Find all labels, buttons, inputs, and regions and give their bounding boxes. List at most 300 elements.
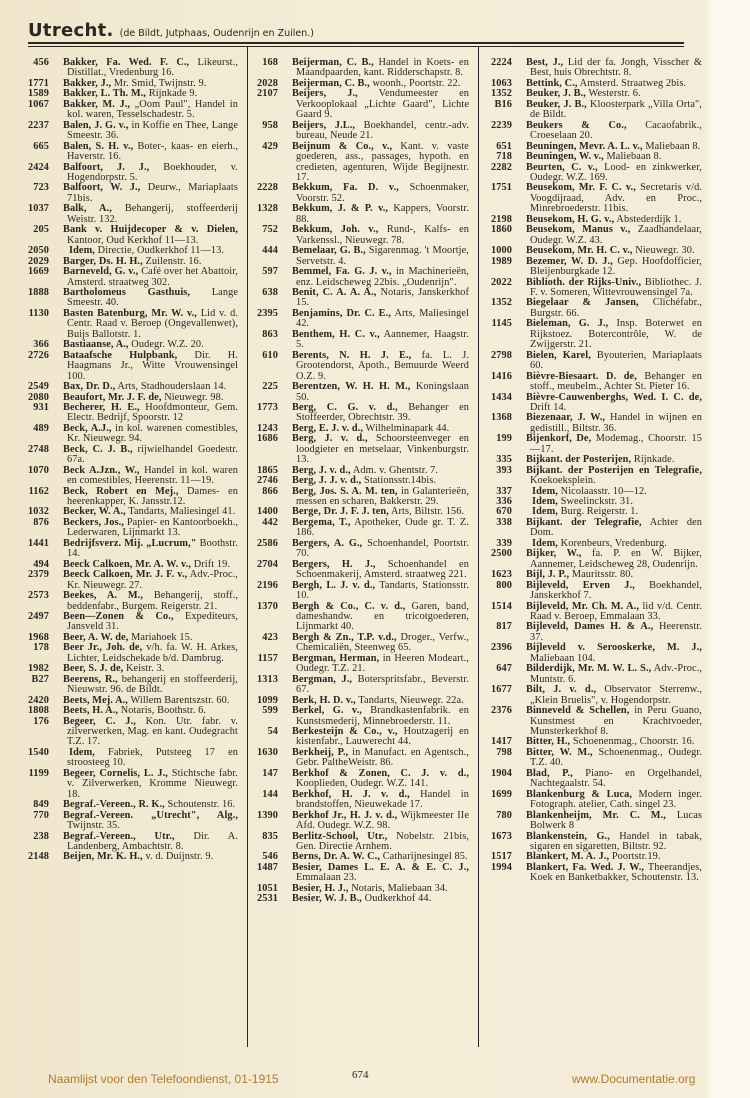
phone-number: 931 bbox=[33, 401, 49, 413]
directory-entry bbox=[491, 600, 702, 623]
phone-number: 1677 bbox=[491, 684, 512, 696]
subscriber-details: Dames- en heerenkapper, K. Jansstr.12. bbox=[67, 485, 238, 508]
directory-entry bbox=[262, 57, 469, 79]
directory-entry bbox=[491, 57, 702, 79]
subscriber-details: Clichéfabr., Burgstr. 66. bbox=[530, 297, 702, 319]
subscriber-name: Berg, E. J. v. d., bbox=[292, 422, 364, 434]
subscriber-name: Blankert, Fa. Wed. J. W., bbox=[526, 861, 645, 873]
subscriber-name: Balk, A., bbox=[63, 203, 112, 215]
subscriber-name: Beekes, A. M., bbox=[63, 590, 143, 602]
subscriber-name: Besier, H. J., bbox=[292, 882, 349, 894]
phone-number: 336 bbox=[496, 496, 512, 508]
phone-number: 2746 bbox=[257, 475, 278, 487]
subscriber-name: Berkheij, P., bbox=[292, 746, 349, 758]
phone-number: B16 bbox=[494, 98, 512, 110]
directory-entry bbox=[262, 631, 469, 654]
subscriber-details: Secretaris v/d. Voogdijraad, Adv. en Proc., Minrebroederstr. 11bis. bbox=[530, 182, 702, 215]
directory-entry bbox=[496, 663, 702, 685]
subscriber-details: Likeurst., Distillat., Vredenburg 16. bbox=[67, 57, 238, 79]
phone-number: 1067 bbox=[28, 98, 49, 110]
subscriber-name: Bezemer, W. D. J., bbox=[526, 255, 613, 267]
phone-number: 225 bbox=[262, 381, 278, 393]
directory-entry bbox=[28, 307, 238, 340]
subscriber-details: Arts, Biltstr. 156. bbox=[390, 506, 465, 518]
subscriber-details: Garen, band, dameshandw. en tricotgoederen, Lijnmarkt 40. bbox=[296, 600, 469, 633]
subscriber-details: Modern inger. Fotograph. atelier, Cath. singel 23. bbox=[530, 788, 702, 811]
phone-number: 1773 bbox=[257, 401, 278, 413]
subscriber-details: Drift 14. bbox=[530, 401, 567, 413]
phone-number: 1623 bbox=[491, 569, 512, 581]
directory-entry bbox=[33, 401, 238, 424]
directory-entry bbox=[262, 245, 469, 267]
subscriber-name: Idem, bbox=[69, 245, 95, 257]
subscriber-name: Beer, A. W. de, bbox=[63, 631, 129, 643]
phone-number: 494 bbox=[33, 558, 49, 570]
subscriber-details: Schoenhandel, Poortstr. 70. bbox=[296, 537, 469, 560]
directory-entry bbox=[31, 673, 238, 696]
phone-number: 1968 bbox=[28, 631, 49, 643]
phone-number: 2022 bbox=[491, 276, 512, 288]
directory-entry bbox=[33, 830, 238, 853]
directory-entry bbox=[28, 611, 238, 633]
directory-entry bbox=[262, 328, 469, 351]
subscriber-details: Hoofdmonteur, Gem. Electr. Bedrijf, Spoorstr. 12 bbox=[67, 401, 238, 424]
phone-number: 1487 bbox=[257, 861, 278, 873]
phone-number: 1808 bbox=[28, 705, 49, 717]
phone-number: 817 bbox=[496, 621, 512, 633]
directory-entry bbox=[257, 579, 469, 602]
directory-entry bbox=[491, 161, 702, 184]
directory-entry bbox=[496, 809, 702, 832]
phone-number: 1368 bbox=[491, 412, 512, 424]
subscriber-details: Stationsstr.14bis. bbox=[364, 475, 437, 487]
directory-entry bbox=[28, 443, 238, 466]
directory-entry bbox=[496, 746, 703, 769]
subscriber-name: Berg, C. G. v. d., bbox=[292, 401, 398, 413]
directory-entry bbox=[491, 224, 702, 246]
subscriber-name: Beijerman, C. B., bbox=[292, 57, 374, 68]
directory-entry bbox=[257, 307, 469, 330]
phone-number: 2028 bbox=[257, 77, 278, 89]
phone-number: 670 bbox=[496, 506, 512, 518]
subscriber-name: Begraf.-Vereen. „Utrecht", Alg., bbox=[63, 809, 238, 821]
subscriber-details: Koekoeksplein. bbox=[530, 475, 596, 487]
subscriber-details: Wijkmeester IIe Afd. Oudegr. W.Z. 98. bbox=[296, 809, 469, 832]
subscriber-name: Becker, W. A., bbox=[63, 506, 126, 518]
subscriber-name: Berg, Jos. S. A. M. ten, bbox=[292, 485, 398, 497]
phone-number: 1540 bbox=[28, 746, 49, 758]
subscriber-name: Beeck Calkoen, Mr. A. W. v., bbox=[63, 558, 191, 570]
phone-number: 1352 bbox=[491, 297, 512, 309]
subscriber-name: Bataafsche Hulpbank, bbox=[63, 349, 178, 361]
phone-number: 1434 bbox=[491, 391, 512, 403]
phone-number: 238 bbox=[33, 830, 49, 842]
subscriber-name: Beusekom, Mr. H. C. v., bbox=[526, 245, 633, 257]
source-caption: Naamlijst voor den Telefoondienst, 01-1915 bbox=[48, 1072, 279, 1086]
phone-number: 199 bbox=[496, 433, 512, 445]
subscriber-name: Bièvre-Cauwenberghs, Wed. I. C. de, bbox=[526, 391, 702, 403]
subscriber-name: Bergers, H. J., bbox=[292, 558, 376, 570]
subscriber-name: Beijers, J., bbox=[292, 88, 358, 100]
phone-number: 2198 bbox=[491, 213, 512, 225]
subscriber-details: Lucas Bolwerk 8 bbox=[530, 809, 702, 832]
header-subtitle: (de Bildt, Jutphaas, Oudenrijn en Zuilen.) bbox=[119, 28, 314, 39]
phone-number: 597 bbox=[262, 266, 278, 278]
phone-number: 366 bbox=[33, 339, 49, 351]
subscriber-details: Piano- en Orgelhandel, Nachtegaalstr. 54. bbox=[530, 767, 702, 790]
subscriber-name: Berentzen, W. H. H. M., bbox=[292, 381, 411, 393]
directory-entry bbox=[33, 182, 239, 204]
directory-entry bbox=[28, 203, 238, 225]
subscriber-name: Beurten, C. v., bbox=[526, 161, 598, 173]
directory-entry bbox=[491, 318, 702, 351]
directory-entry bbox=[267, 726, 470, 748]
phone-number: 718 bbox=[496, 151, 512, 163]
directory-entry bbox=[262, 830, 469, 853]
subscriber-details: Notaris, Boothstr. 6. bbox=[120, 705, 207, 717]
subscriber-details: Observator Sterrenw., „Klein Bruelis", v. Hogendorpstr. bbox=[530, 684, 702, 706]
phone-number: 2500 bbox=[491, 548, 512, 560]
directory-entry bbox=[33, 516, 238, 539]
directory-entry bbox=[28, 161, 238, 184]
directory-entry bbox=[496, 433, 702, 455]
subscriber-details: Maliebaan 8. bbox=[645, 140, 701, 152]
phone-number: 1037 bbox=[28, 203, 49, 215]
directory-entry bbox=[257, 809, 469, 832]
subscriber-name: Beer Jr., Joh. de, bbox=[63, 642, 143, 654]
phone-number: 1416 bbox=[491, 370, 512, 382]
directory-entry bbox=[494, 98, 702, 121]
subscriber-details: Drift 19. bbox=[193, 558, 231, 570]
subscriber-name: Barneveld, G. v., bbox=[63, 266, 139, 278]
subscriber-name: Bergema, T., bbox=[292, 516, 351, 528]
phone-number: 489 bbox=[33, 422, 49, 434]
subscriber-name: Beaufort, Mr. J. F. de, bbox=[63, 391, 162, 403]
subscriber-details: Tandarts, Stationsstr. 10. bbox=[296, 579, 469, 602]
directory-entry bbox=[257, 746, 469, 769]
subscriber-name: Biblioth. der Rijks-Univ., bbox=[526, 276, 642, 288]
phone-number: 2029 bbox=[28, 255, 49, 267]
phone-number: 205 bbox=[33, 224, 49, 236]
phone-number: 1888 bbox=[28, 286, 49, 298]
directory-entry bbox=[496, 621, 702, 643]
subscriber-details: Nobelstr. 21bis, Gen. Directie Arnhem. bbox=[296, 830, 469, 852]
subscriber-details: Schoenenmag., Choorstr. 16. bbox=[572, 736, 695, 748]
subscriber-details: v/h. fa. W. H. Arkes, Lichter, Leidschekade b/d. Dambrug. bbox=[67, 642, 238, 664]
subscriber-details: Twijnstr. 35. bbox=[67, 820, 120, 832]
subscriber-name: Beuningen, Mevr. A. L. v., bbox=[526, 140, 643, 152]
phone-number: 168 bbox=[262, 57, 278, 68]
phone-number: 1162 bbox=[28, 485, 49, 497]
header-rule-thin bbox=[28, 46, 684, 47]
subscriber-details: Mr. Smid, Twijnstr. 9. bbox=[113, 77, 207, 89]
phone-number: 2798 bbox=[491, 349, 512, 361]
subscriber-details: Handel in kol. waren en comestibles, Heerenstr. 11—19. bbox=[67, 464, 238, 487]
subscriber-details: Dir. A. Landenberg, Ambachtstr. 8. bbox=[67, 830, 238, 852]
subscriber-name: Bitter, H., bbox=[526, 736, 571, 748]
subscriber-details: Amsterd. Straatweg 2bis. bbox=[579, 77, 687, 89]
subscriber-details: Adv.-Proc., Kr. Nieuwegr. 27. bbox=[67, 569, 238, 591]
subscriber-name: Bergman, Herman, bbox=[292, 652, 380, 664]
directory-entry bbox=[262, 788, 469, 811]
phone-number: 2420 bbox=[28, 694, 49, 706]
phone-number: 2282 bbox=[491, 161, 512, 173]
subscriber-details: Achter den Dom. bbox=[530, 516, 703, 539]
subscriber-name: Basten Batenburg, Mr. W. v., bbox=[63, 307, 197, 319]
phone-number: 2080 bbox=[28, 391, 49, 403]
phone-number: 444 bbox=[262, 245, 278, 257]
phone-number: 456 bbox=[33, 57, 49, 68]
subscriber-name: Beets, Mej. A., bbox=[63, 694, 128, 706]
subscriber-name: Bijleveld, Erven J., bbox=[526, 579, 635, 591]
subscriber-details: Gep. Hoofdofficier, Bleijenburgkade 12. bbox=[530, 255, 702, 278]
subscriber-details: Boekhandel, centr.-adv. bureau, Neude 21. bbox=[296, 119, 469, 142]
subscriber-details: v. d. Duijnstr. 9. bbox=[145, 851, 214, 863]
phone-number: 835 bbox=[262, 830, 278, 842]
subscriber-name: Binneveld & Schellen, bbox=[526, 705, 630, 717]
subscriber-details: Nicolaasstr. 10—12. bbox=[560, 485, 647, 497]
subscriber-name: Idem, bbox=[532, 485, 558, 497]
phone-number: 335 bbox=[496, 454, 512, 466]
phone-number: 1352 bbox=[491, 88, 512, 100]
subscriber-details: Kantoor, Oud Kerkhof 11—13. bbox=[67, 234, 199, 246]
directory-entry bbox=[491, 788, 702, 811]
subscriber-details: Korenbeurs, Vredenburg. bbox=[560, 537, 667, 549]
subscriber-details: Boekhouder, v. Hogendorpstr. 5. bbox=[67, 161, 238, 183]
subscriber-name: Berg, J. J. v. d., bbox=[292, 475, 362, 487]
subscriber-details: Modemag., Choorstr. 15—17. bbox=[530, 433, 702, 455]
subscriber-name: Bergh, L. J. v. d., bbox=[292, 579, 376, 591]
subscriber-name: Beck, C. J. B., bbox=[63, 443, 133, 455]
phone-number: 1390 bbox=[257, 809, 278, 821]
subscriber-name: Beijerman, C. B., bbox=[292, 77, 370, 89]
subscriber-name: Bakker, M. J., bbox=[63, 98, 131, 110]
subscriber-details: Lid der fa. Jongh, Visscher & Best, huis Obrechtstr. 8. bbox=[530, 57, 702, 79]
subscriber-name: Biegelaar & Jansen, bbox=[526, 297, 639, 309]
subscriber-details: Lood- en zinkwerker, Oudegr. W.Z. 169. bbox=[530, 161, 702, 183]
subscriber-details: Mauritsstr. 80. bbox=[571, 569, 634, 581]
subscriber-details: Nieuwegr. 98. bbox=[164, 391, 224, 403]
subscriber-name: Idem, bbox=[69, 746, 95, 758]
directory-entry bbox=[491, 684, 702, 706]
subscriber-details: Droger., Verfw., Chemicaliën, Steenweg 65. bbox=[296, 631, 469, 654]
directory-entry bbox=[496, 464, 702, 487]
subscriber-name: Berkhof, H. J. v. d., bbox=[292, 788, 410, 800]
subscriber-name: Begraf.-Vereen., R. K., bbox=[63, 799, 165, 811]
subscriber-details: Handel in tabak, sigaren en sigaretten, Biltstr. 92. bbox=[530, 830, 702, 852]
subscriber-name: Bijleveld, Dames H. & A., bbox=[526, 621, 654, 633]
phone-number: 1989 bbox=[491, 255, 512, 267]
subscriber-details: Kappers, Voorstr. 88. bbox=[296, 203, 469, 225]
subscriber-name: Idem, bbox=[532, 537, 558, 549]
directory-entry bbox=[491, 276, 702, 299]
subscriber-details: Heerenstr. 37. bbox=[530, 621, 702, 643]
phone-number: 1441 bbox=[28, 537, 49, 549]
page-number: 674 bbox=[352, 1069, 369, 1081]
directory-entry bbox=[491, 370, 702, 393]
subscriber-name: Bièvre-Biesaart. D. de, bbox=[526, 370, 637, 382]
subscriber-details: Schoutenstr. 16. bbox=[167, 799, 236, 811]
subscriber-details: Arts, Maliesingel 42. bbox=[296, 307, 469, 330]
phone-number: 800 bbox=[496, 579, 512, 591]
subscriber-name: Bakker, Fa. Wed. F. C., bbox=[63, 57, 190, 68]
subscriber-name: Bielen, Karel, bbox=[526, 349, 591, 361]
directory-entry bbox=[257, 558, 469, 581]
subscriber-details: Behangerij, stoff., beddenfabr., Burgem. Reigerstr. 21. bbox=[67, 590, 238, 612]
subscriber-name: Beijnum & Co., v., bbox=[292, 140, 393, 152]
subscriber-name: Berkesteijn & Co., v., bbox=[292, 726, 398, 737]
subscriber-details: in Koffie en Thee, Lange Smeestr. 36. bbox=[67, 119, 239, 142]
directory-entry bbox=[257, 673, 469, 696]
subscriber-details: Abstederdijk 1. bbox=[616, 213, 682, 225]
directory-entry bbox=[257, 433, 469, 466]
subscriber-details: Oudegr. W.Z. 20. bbox=[131, 339, 204, 351]
directory-entry bbox=[33, 422, 238, 445]
subscriber-details: Zaadhandelaar, Oudegr. W.Z. 43. bbox=[530, 224, 702, 246]
directory-entry bbox=[491, 297, 702, 319]
phone-number: 2396 bbox=[491, 642, 512, 654]
phone-number: 1669 bbox=[28, 266, 49, 278]
phone-number: 337 bbox=[496, 485, 512, 497]
directory-entry bbox=[28, 266, 238, 288]
subscriber-name: Begeer, Cornelis, L. J., bbox=[63, 767, 168, 779]
page-header bbox=[28, 20, 314, 41]
phone-number: 752 bbox=[262, 224, 278, 236]
phone-number: 1751 bbox=[491, 182, 512, 194]
subscriber-name: Berg, J. v. d., bbox=[292, 464, 351, 476]
subscriber-details: Kloosterpark „Villa Orta", de Bildt. bbox=[530, 98, 702, 121]
phone-number: 2376 bbox=[491, 705, 512, 717]
directory-entry bbox=[491, 119, 702, 142]
subscriber-details: Handel in brandstoffen, Nieuwekade 17. bbox=[296, 788, 469, 811]
subscriber-details: Byouterien, Mariaplaats 60. bbox=[530, 349, 702, 372]
subscriber-name: Balfoort, W. J., bbox=[63, 182, 141, 194]
subscriber-details: in Peru Guano, Kunstmest en Krachtvoeder, Munsterkerkhof 8. bbox=[530, 705, 702, 737]
directory-entry bbox=[262, 266, 469, 288]
subscriber-details: Dir. H. Haagmans Jr., Witte Vrouwensingel 100. bbox=[67, 349, 238, 382]
directory-entry bbox=[33, 642, 238, 664]
directory-entry bbox=[491, 412, 702, 434]
subscriber-name: Beck, A.J., bbox=[63, 422, 112, 434]
subscriber-details: Aannemer, Haagstr. 5. bbox=[296, 328, 469, 351]
phone-number: 610 bbox=[262, 349, 278, 361]
phone-number: 1994 bbox=[491, 861, 512, 873]
subscriber-name: Bergers, A. G., bbox=[292, 537, 363, 549]
directory-entry bbox=[33, 140, 239, 163]
subscriber-details: behangerij en stoffeerderij, Nieuwstr. 96. de Bildt. bbox=[67, 673, 238, 696]
directory-entry bbox=[491, 861, 702, 884]
phone-number: 1032 bbox=[28, 506, 49, 518]
subscriber-details: Houtzagerij en kistenfabr., Lauwerecht 44. bbox=[296, 726, 470, 748]
subscriber-name: Bijkant. der Telegrafie, bbox=[526, 516, 642, 528]
phone-number: 1400 bbox=[257, 506, 278, 518]
phone-number: 958 bbox=[262, 119, 278, 131]
subscriber-name: Beijers, J.L., bbox=[292, 119, 356, 131]
subscriber-name: Bergh & Zn., T.P. v.d., bbox=[292, 631, 397, 643]
phone-number: 638 bbox=[262, 286, 278, 298]
phone-number: 144 bbox=[262, 788, 278, 800]
directory-entry bbox=[262, 119, 469, 142]
phone-number: 2148 bbox=[28, 851, 49, 863]
subscriber-details: Boekhandel, Janskerkhof 7. bbox=[530, 579, 702, 602]
subscriber-name: Biezenaar, J. W., bbox=[526, 412, 606, 424]
subscriber-details: Theerandjes, Koek en Banketbakker, Schoutenstr. 13. bbox=[530, 861, 702, 884]
subscriber-name: Benit, C. A. A. A., bbox=[292, 286, 377, 298]
phone-number: 423 bbox=[262, 631, 278, 643]
directory-entry bbox=[257, 182, 469, 204]
subscriber-name: Bakker, L. Th. M., bbox=[63, 88, 147, 100]
phone-number: 2224 bbox=[491, 57, 512, 68]
subscriber-details: Handel in wijnen en gedistill., Biltstr. 36. bbox=[530, 412, 702, 434]
phone-number: 1063 bbox=[491, 77, 512, 89]
phone-number: 2196 bbox=[257, 579, 278, 591]
phone-number: 866 bbox=[262, 485, 278, 497]
directory-entry bbox=[28, 569, 238, 591]
phone-number: 1630 bbox=[257, 746, 278, 758]
subscriber-name: Benjamins, Dr. C. E., bbox=[292, 307, 391, 319]
directory-entry bbox=[262, 286, 469, 309]
website-link[interactable]: www.Documentatie.org bbox=[572, 1072, 696, 1086]
phone-number: 2239 bbox=[491, 119, 512, 131]
subscriber-name: Beckers, Jos., bbox=[63, 516, 125, 528]
directory-column-1 bbox=[28, 57, 239, 863]
subscriber-name: Beijen, Mr. K. H., bbox=[63, 851, 143, 863]
subscriber-name: Blankenburg & Luca, bbox=[526, 788, 632, 800]
subscriber-details: Rund-, Kalfs- en Varkenssl., Nieuwegr. 78. bbox=[296, 224, 469, 246]
phone-number: 2424 bbox=[28, 161, 49, 173]
subscriber-details: Kooplieden, Oudegr. W.Z. 141. bbox=[296, 778, 429, 790]
subscriber-details: Behangerij, stoffeerderij Weistr. 132. bbox=[67, 203, 238, 225]
subscriber-name: Bedrijfsverz. Mij. „Lucrum," bbox=[63, 537, 197, 549]
subscriber-details: Schoenenmag., Oudegr. T.Z. 40. bbox=[530, 746, 703, 769]
subscriber-name: Bemmel, Fa. G. J. v., bbox=[292, 266, 392, 278]
subscriber-name: Idem, bbox=[532, 506, 558, 518]
subscriber-name: Bakker, J., bbox=[63, 77, 112, 89]
subscriber-details: Deurw., Mariaplaats 71bis. bbox=[67, 182, 239, 204]
subscriber-name: Blankert, M. A. J., bbox=[526, 851, 610, 863]
directory-entry bbox=[491, 255, 702, 278]
subscriber-details: Apotheker, Oude gr. T. Z. 186. bbox=[296, 516, 469, 539]
phone-number: 849 bbox=[33, 799, 49, 811]
subscriber-name: Bijkant. der Posterijen, bbox=[526, 454, 632, 466]
subscriber-name: Beukers & Co., bbox=[526, 119, 627, 131]
subscriber-name: Barger, Ds. H. H., bbox=[63, 255, 143, 267]
subscriber-name: Berkhof & Zonen, C. J. v. d., bbox=[292, 767, 469, 779]
subscriber-details: Behanger en Stoffeerder, Obrechtstr. 39. bbox=[296, 401, 469, 424]
phone-number: 1199 bbox=[28, 767, 49, 779]
phone-number: B27 bbox=[31, 673, 49, 685]
phone-number: 442 bbox=[262, 516, 278, 528]
directory-entry bbox=[496, 579, 702, 602]
phone-number: 1243 bbox=[257, 422, 278, 434]
directory-entry bbox=[28, 286, 238, 309]
subscriber-details: Fabriek, Putsteeg 17 en stroosteeg 10. bbox=[67, 746, 238, 769]
directory-entry bbox=[33, 809, 238, 832]
subscriber-name: Berkel, G. v., bbox=[292, 705, 362, 717]
subscriber-name: Beuker, J. B., bbox=[526, 98, 587, 110]
subscriber-details: Kon. Utr. fabr. v. zilverwerken, Mag. en kant. Oudegracht T.Z. 17. bbox=[67, 715, 238, 748]
subscriber-name: Bettink, C., bbox=[526, 77, 578, 89]
phone-number: 1157 bbox=[257, 652, 278, 664]
subscriber-name: Bilt, J. v. d., bbox=[526, 684, 597, 696]
phone-number: 2228 bbox=[257, 182, 278, 194]
subscriber-name: Balfoort, J. J., bbox=[63, 161, 150, 173]
phone-number: 863 bbox=[262, 328, 278, 340]
subscriber-details: Zuilenstr. 16. bbox=[145, 255, 202, 267]
directory-column-3 bbox=[491, 57, 703, 884]
directory-entry bbox=[262, 381, 469, 403]
phone-number: 1982 bbox=[28, 663, 49, 675]
